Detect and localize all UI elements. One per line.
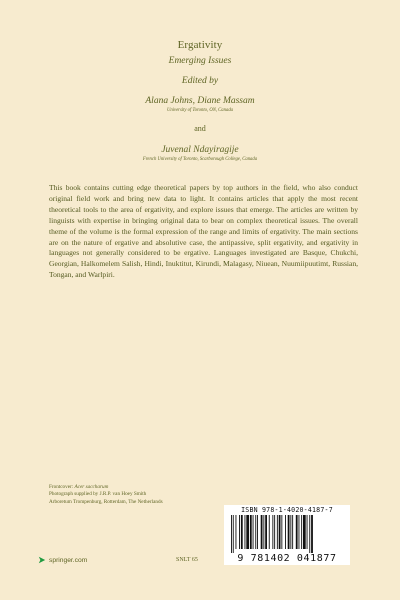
barcode-bar [245,515,246,549]
and-label: and [194,124,206,133]
barcode-bar [272,515,273,549]
edited-by-label: Edited by [181,76,219,86]
book-title: Ergativity [177,39,223,51]
barcode-bar [296,515,298,549]
barcode-bar [231,515,232,553]
isbn-label: ISBN 978-1-4020-4187-7 [241,506,333,514]
barcode-bar [263,515,264,549]
editor2-name: Juvenal Ndayiragije [161,145,239,155]
book-header [0,38,400,163]
barcode-bar [281,515,282,549]
barcode-bar [246,515,249,549]
barcode-bar [253,515,254,549]
publisher-name: springer.com [49,556,88,564]
barcode-bar [269,515,270,549]
frontcover-species: Acer saccharum [74,484,109,490]
barcode-bar [307,515,308,549]
editor2-affiliation: French University of Toronto, Scarborough College, Canada [142,157,258,162]
barcode-bar [239,515,240,549]
barcode-bars [229,515,345,553]
barcode-bar [309,515,310,553]
barcode-bar [261,515,263,549]
barcode-bar [274,515,275,549]
barcode-bar [288,515,290,549]
isbn-barcode [224,505,350,565]
springer-arrow-icon [38,556,46,564]
book-abstract: This book contains cutting edge theoretical papers by top authors in the field, who also conduct original field work and bring new data to light. It contains articles that apply the most recent theoretical tools to the area of ergativity, and explore issues that emerge. The articles are written by linguists with expertise in bringing original data to bear on complex theoretical issues. The overall theme of the volume is the formal expression of the range and limits of ergativity. The main sections are on the nature of ergative and absolutive case, the antipassive, split ergativity, and ergativity in languages not generally considered to be ergative. Languages investigated are Basque, Chukchi, Georgian, Halkomelem Salish, Hindi, Inuktitut, Kirundi, Malagasy, Niuean, Nuumiipuutimt, Russian, Tongan, and Warlpiri. [49,183,358,280]
barcode-bar [303,515,306,549]
barcode-bar [292,515,293,549]
barcode-digits: 9 781402 041877 [237,553,337,564]
arboretum-credit: Arboretum Trompenburg, Rotterdam, The Netherlands [49,498,163,505]
editors-names: Alana Johns, Diane Massam [145,96,255,106]
book-subtitle: Emerging Issues [168,56,232,66]
barcode-bar [250,515,252,549]
barcode-bar [311,515,313,553]
photo-credit: Photograph supplied by J.R.P. van Hoey Smith [49,491,147,498]
editors-affiliation: University of Toronto, ON, Canada [166,108,234,113]
barcode-bar [265,515,267,549]
barcode-bar [299,515,300,549]
barcode-bar [241,515,243,549]
frontcover-line [49,484,239,491]
frontcover-label: Frontcover: [49,484,75,490]
barcode-bar [257,515,258,549]
barcode-bar [301,515,302,549]
barcode-bar [233,515,234,553]
barcode-bar [285,515,286,549]
series-number: SNLT 65 [176,557,198,563]
barcode-bar [279,515,281,549]
publisher-link[interactable] [38,556,87,564]
barcode-bar [236,515,237,549]
barcode-bar [290,515,291,549]
barcode-bar [277,515,278,549]
cover-credits [49,484,239,506]
barcode-bar [255,515,256,549]
